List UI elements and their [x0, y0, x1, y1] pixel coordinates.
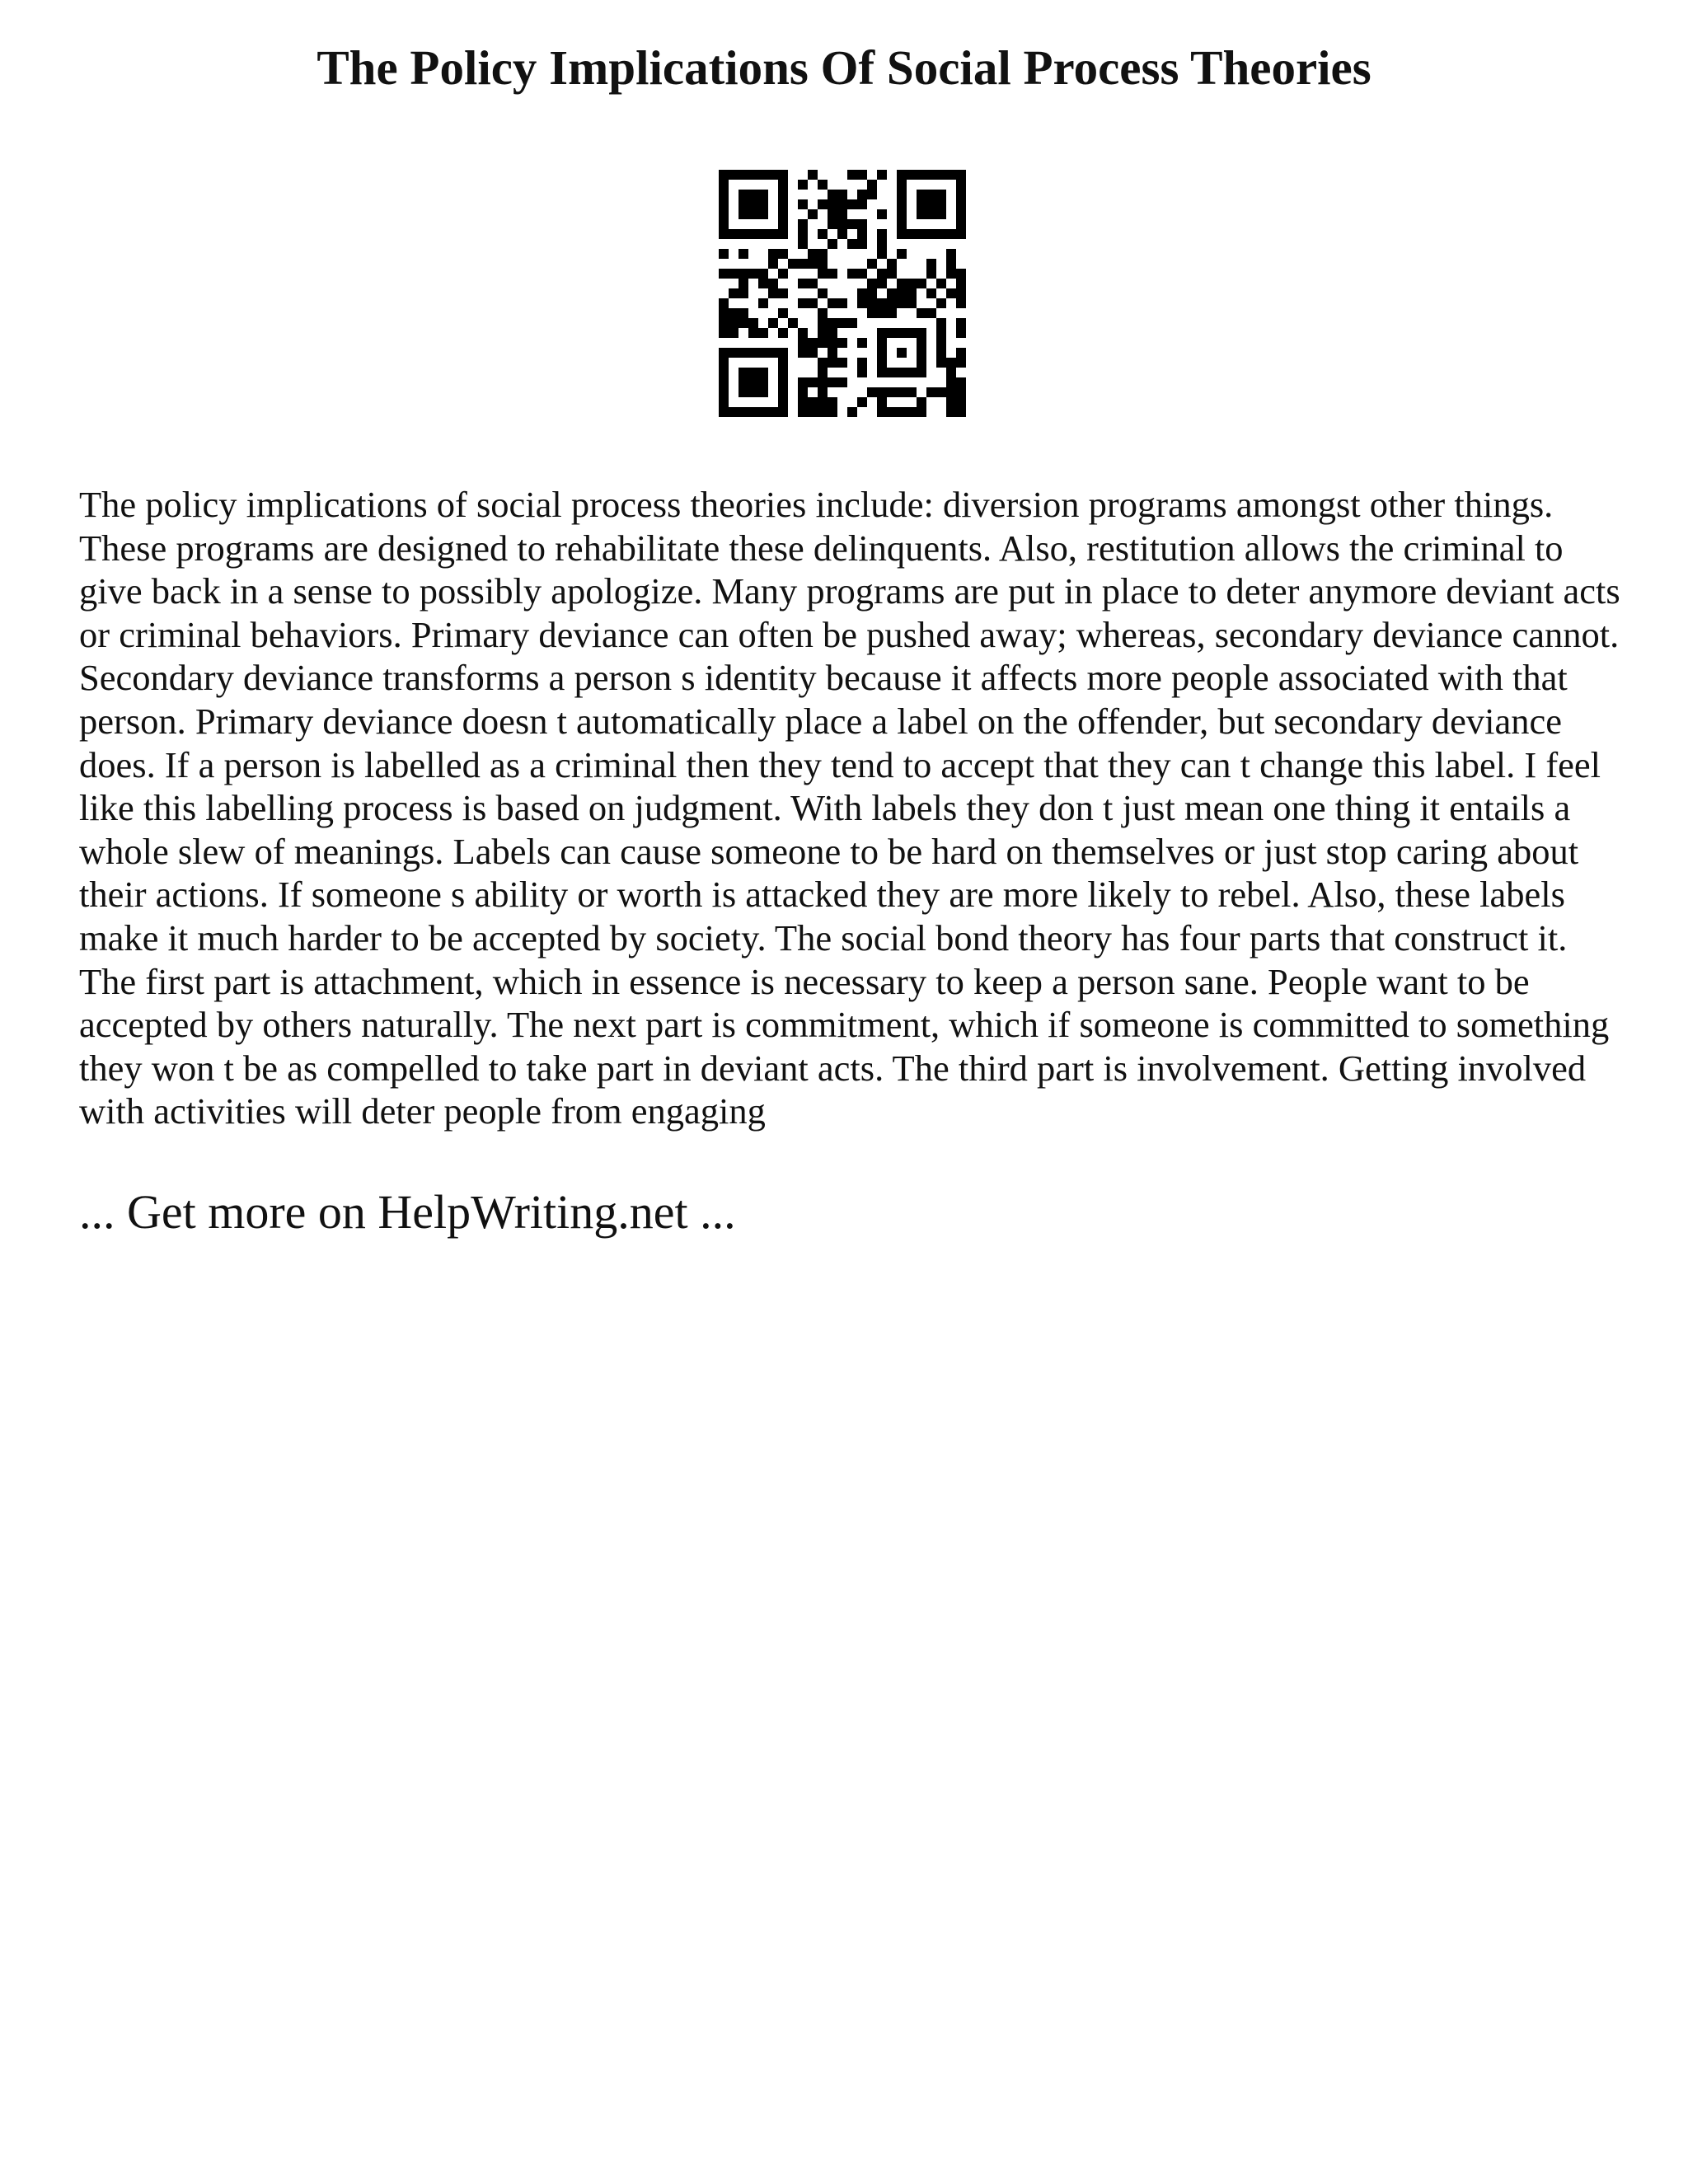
get-more-link[interactable]: ... Get more on HelpWriting.net ...: [79, 1185, 736, 1239]
qr-code-icon: [719, 170, 966, 417]
body-paragraph: The policy implications of social process theories include: diversion programs amongst other things. These programs are designed to rehabilitate these delinquents. Also, restitution allows the criminal to give back in a sense to possibly apologize. Many programs are put in place to deter anymore deviant acts or criminal behaviors. Primary deviance can often be pushed away; whereas, secondary deviance cannot. Secondary deviance transforms a person s identity because it affects more people associated with that person. Primary deviance doesn t automatically place a label on the offender, but secondary deviance does. If a person is labelled as a criminal then they tend to accept that they can t change this label. I feel like this labelling process is based on judgment. With labels they don t just mean one thing it entails a whole slew of meanings. Labels can cause someone to be hard on themselves or just stop caring about their actions. If someone s ability or worth is attacked they are more likely to rebel. Also, these labels make it much harder to be accepted by society. The social bond theory has four parts that construct it. The first part is attachment, which in essence is necessary to keep a person sane. People want to be accepted by others naturally. The next part is commitment, which if someone is committed to something they won t be as compelled to take part in deviant acts. The third part is involvement. Getting involved with activities will deter people from engaging: [79, 484, 1620, 1132]
page-title: The Policy Implications Of Social Process Theories: [316, 40, 1372, 95]
